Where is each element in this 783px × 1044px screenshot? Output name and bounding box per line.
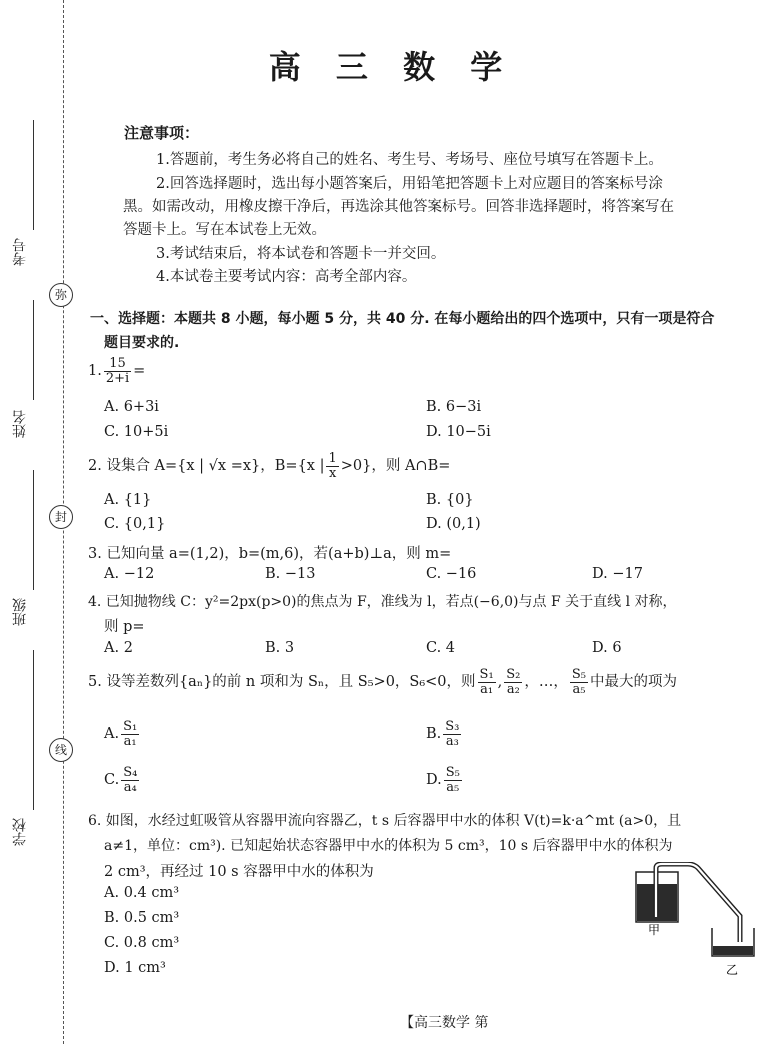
margin-label-school: 学校 (12, 818, 28, 846)
margin-label-class: 班级 (12, 598, 28, 626)
page-title: 高 三 数 学 (268, 48, 515, 86)
margin-label-name: 姓名 (12, 410, 28, 438)
label-jia: 甲 (648, 923, 661, 937)
margin-blank-exam-number (33, 120, 34, 230)
seal-char-mi: 弥 (49, 283, 73, 307)
question-4-option-a: A. 2 (104, 640, 133, 656)
question-4-option-b: B. 3 (265, 640, 295, 656)
question-5-stem: 5. 设等差数列{aₙ}的前 n 项和为 Sₙ，且 S₅>0，S₆<0，则 $\frac{\text{S₁}}{\text{a₁}}$ , $\frac{\text{S₂}}{\text{a₂}}$ ，…， $\frac{\text{S₅}}{\text{a₅}}$ 中最大的项为 (88, 667, 678, 697)
question-3-option-c: C. −16 (426, 566, 477, 582)
question-6-option-d: D. 1 cm³ (104, 960, 166, 976)
margin-blank-school (33, 650, 34, 810)
question-6-stem: 6. 如图，水经过虹吸管从容器甲流向容器乙，t s 后容器甲中水的体积 V(t)=k·a^mt (a>0，且 (88, 813, 682, 829)
question-4-stem-cont: 则 p= (104, 619, 145, 635)
question-5-option-b: B. $\frac{\text{S₃}}{\text{a₃}}$ (426, 719, 460, 749)
notice-heading: 注意事项： (124, 124, 200, 142)
notice-item-2-cont2: 答题卡上。写在本试卷上无效。 (123, 222, 326, 238)
section-heading: 一、选择题：本题共 8 小题，每小题 5 分，共 40 分. 在每小题给出的四个选项中，只有一项是符合 (90, 311, 715, 327)
question-5-frac-2: $\frac{\text{S₂}}{\text{a₂}}$ (506, 667, 521, 697)
question-3-option-b: B. −13 (265, 566, 316, 582)
margin-label-exam-number: 考号 (12, 238, 28, 266)
question-2-option-c: C. {0,1} (104, 516, 166, 532)
water-yi (713, 946, 753, 955)
question-6-option-b: B. 0.5 cm³ (104, 910, 180, 926)
question-2-fraction: $\frac{1}{x}$ (328, 451, 337, 481)
question-2-option-a: A. {1} (104, 492, 152, 508)
question-1-option-b: B. 6−3i (426, 399, 482, 415)
question-5-option-c: C. $\frac{\text{S₄}}{\text{a₄}}$ (104, 765, 138, 795)
notice-item-3: 3.考试结束后，将本试卷和答题卡一并交回。 (156, 246, 446, 262)
margin-blank-class (33, 470, 34, 590)
siphon-diagram (628, 862, 758, 982)
question-2-option-d: D. (0,1) (426, 516, 481, 532)
page-footer: 【高三数学 第 (400, 1015, 489, 1031)
notice-item-4: 4.本试卷主要考试内容：高考全部内容。 (156, 269, 417, 285)
seal-char-feng: 封 (49, 505, 73, 529)
question-5-option-d: D. $\frac{\text{S₅}}{\text{a₅}}$ (426, 765, 460, 795)
question-1-option-a: A. 6+3i (104, 399, 159, 415)
question-2-option-b: B. {0} (426, 492, 474, 508)
label-yi: 乙 (726, 963, 739, 977)
question-1-option-c: C. 10+5i (104, 424, 169, 440)
question-6-stem-cont: a≠1，单位：cm³). 已知起始状态容器甲中水的体积为 5 cm³，10 s 后容器甲中水的体积为 (104, 838, 673, 854)
margin-blank-name (33, 300, 34, 400)
question-4-option-c: C. 4 (426, 640, 456, 656)
question-3-stem: 3. 已知向量 a=(1,2)，b=(m,6)，若(a+b)⊥a，则 m= (88, 546, 452, 562)
question-6-stem-cont2: 2 cm³，再经过 10 s 容器甲中水的体积为 (104, 864, 374, 880)
question-1-fraction: $\frac{15}{2+i}$ (105, 356, 130, 386)
question-1-option-d: D. 10−5i (426, 424, 491, 440)
question-3-option-d: D. −17 (592, 566, 643, 582)
question-1-stem: 1. $\frac{15}{2+i}$ = (88, 356, 146, 386)
seal-char-xian: 线 (49, 738, 73, 762)
question-3-option-a: A. −12 (104, 566, 155, 582)
question-5-frac-5: $\frac{\text{S₅}}{\text{a₅}}$ (571, 667, 587, 697)
question-5-frac-1: $\frac{\text{S₁}}{\text{a₁}}$ (479, 667, 494, 697)
question-6-option-a: A. 0.4 cm³ (104, 885, 180, 901)
question-2-stem: 2. 设集合 A={x | √x =x}，B={x | $\frac{1}{x}$ >0}，则 A∩B= (88, 451, 451, 481)
question-4-option-d: D. 6 (592, 640, 622, 656)
section-heading-cont: 题目要求的. (104, 335, 180, 351)
notice-item-2: 2.回答选择题时，选出每小题答案后，用铅笔把答题卡上对应题目的答案标号涂 (156, 176, 663, 192)
notice-item-2-cont: 黑。如需改动，用橡皮擦干净后，再选涂其他答案标号。回答非选择题时，将答案写在 (123, 199, 674, 215)
question-4-stem: 4. 已知抛物线 C：y²=2px(p>0)的焦点为 F，准线为 l，若点(−6,0)与点 F 关于直线 l 对称， (88, 594, 677, 610)
notice-item-1: 1.答题前，考生务必将自己的姓名、考生号、考场号、座位号填写在答题卡上。 (156, 152, 663, 168)
question-5-option-a: A. $\frac{\text{S₁}}{\text{a₁}}$ (104, 719, 138, 749)
question-1-number: 1. (88, 363, 102, 380)
question-6-option-c: C. 0.8 cm³ (104, 935, 180, 951)
